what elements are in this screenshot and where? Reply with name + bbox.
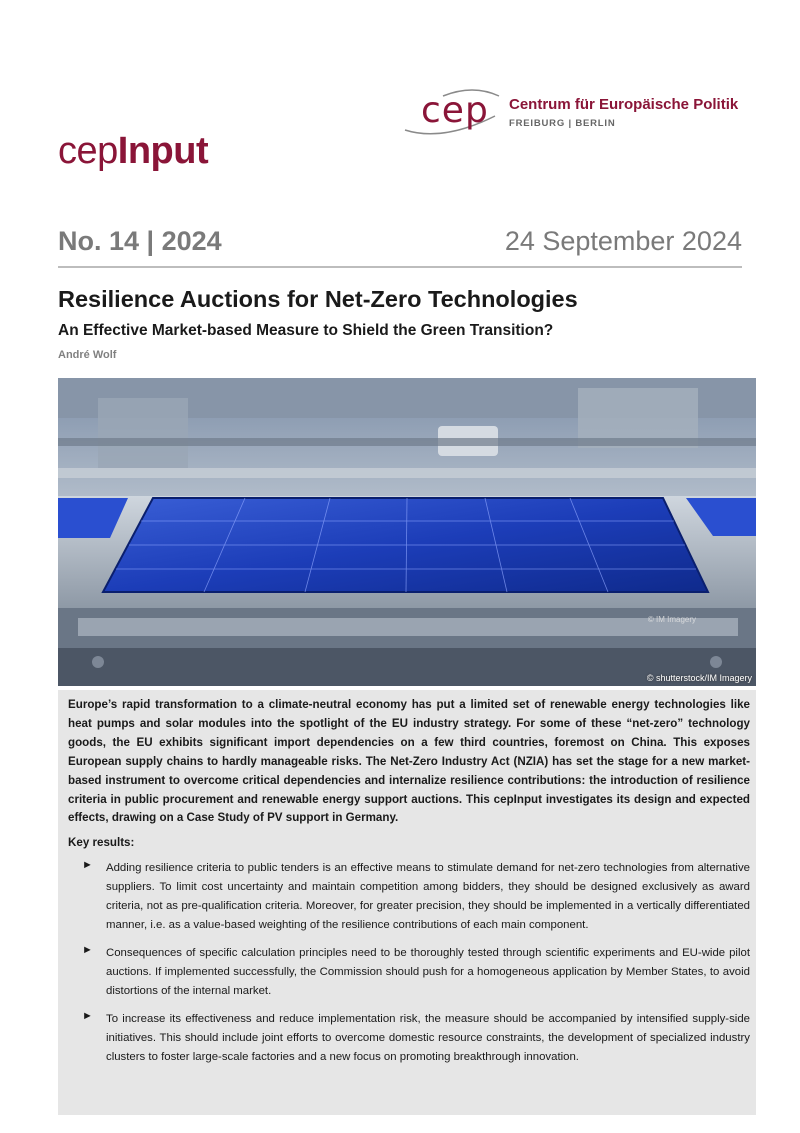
solar-panel-illustration — [58, 378, 756, 686]
brand-part-2: Input — [117, 130, 209, 172]
brand-part-1: cep — [58, 130, 118, 172]
document-subtitle: An Effective Market-based Measure to Shield the Green Transition? — [58, 322, 554, 339]
bullet-arrow-icon: ► — [82, 943, 93, 956]
abstract-box — [58, 690, 756, 1115]
issue-date: 24 September 2024 — [504, 226, 742, 256]
document-title: Resilience Auctions for Net-Zero Technologies — [58, 286, 578, 312]
cep-logo — [403, 86, 763, 142]
bullet-text: To increase its effectiveness and reduce implementation risk, the measure should be accompanied by intensified supply-side initiatives. This should include joint efforts to overcome domestic resource constraints, the development of specialized industry clusters to foster large-scale factories and a new focus on promoting breakthrough innovation. — [106, 1012, 750, 1063]
org-cities: FREIBURG | BERLIN — [509, 118, 616, 129]
bullet-arrow-icon: ► — [82, 859, 93, 872]
abstract-intro: Europe’s rapid transformation to a climate-neutral economy has put a limited set of renewable energy technologies like heat pumps and solar modules into the spotlight of the EU industry strategy. For some of these “net-zero” technology goods, the EU exhibits significant import dependencies on a few third countries, foremost on China. This exposes European supply chains to hardly manageable risks. The Net-Zero Industry Act (NZIA) has set the stage for a new market-based instrument to overcome critical dependencies and internalize resilience contributions: the introduction of resilience criteria in public procurement and renewable energy support auctions. This cepInput investigates its design and expected effects, drawing on a Case Study of PV support in Germany. — [68, 698, 750, 825]
org-name: Centrum für Europäische Politik — [509, 96, 739, 113]
list-item — [68, 944, 750, 1001]
issue-row — [58, 226, 742, 268]
series-brand — [58, 130, 208, 173]
list-item — [68, 1010, 750, 1067]
key-results-label: Key results: — [68, 836, 135, 850]
image-credit: © shutterstock/IM Imagery — [646, 673, 752, 683]
bullet-text: Consequences of specific calculation principles need to be thoroughly tested through scientific experiments and EU-wide pilot auctions. If implemented successfully, the Commission should push for a homogeneous application by Member States, to avoid distortions of the internal market. — [106, 946, 750, 997]
list-item — [68, 859, 750, 935]
hero-image — [58, 378, 756, 686]
image-watermark: © IM Imagery — [647, 615, 696, 624]
bullet-arrow-icon: ► — [82, 1009, 93, 1022]
key-results-list — [68, 859, 750, 1066]
logo-mark-text: cep — [421, 90, 489, 131]
bullet-text: Adding resilience criteria to public tenders is an effective means to stimulate demand for net-zero technologies from alternative suppliers. To limit cost uncertainty and maintain competition among bidders, they should be designed exclusively as award criteria, not as pre-qualification criteria. Moreover, for greater precision, they should be implemented in a vertically differentiated manner, i.e. as a value-based weighting of the resilience contributions of each main component. — [106, 862, 750, 932]
author: André Wolf — [58, 349, 117, 361]
issue-number: No. 14 | 2024 — [58, 226, 222, 256]
